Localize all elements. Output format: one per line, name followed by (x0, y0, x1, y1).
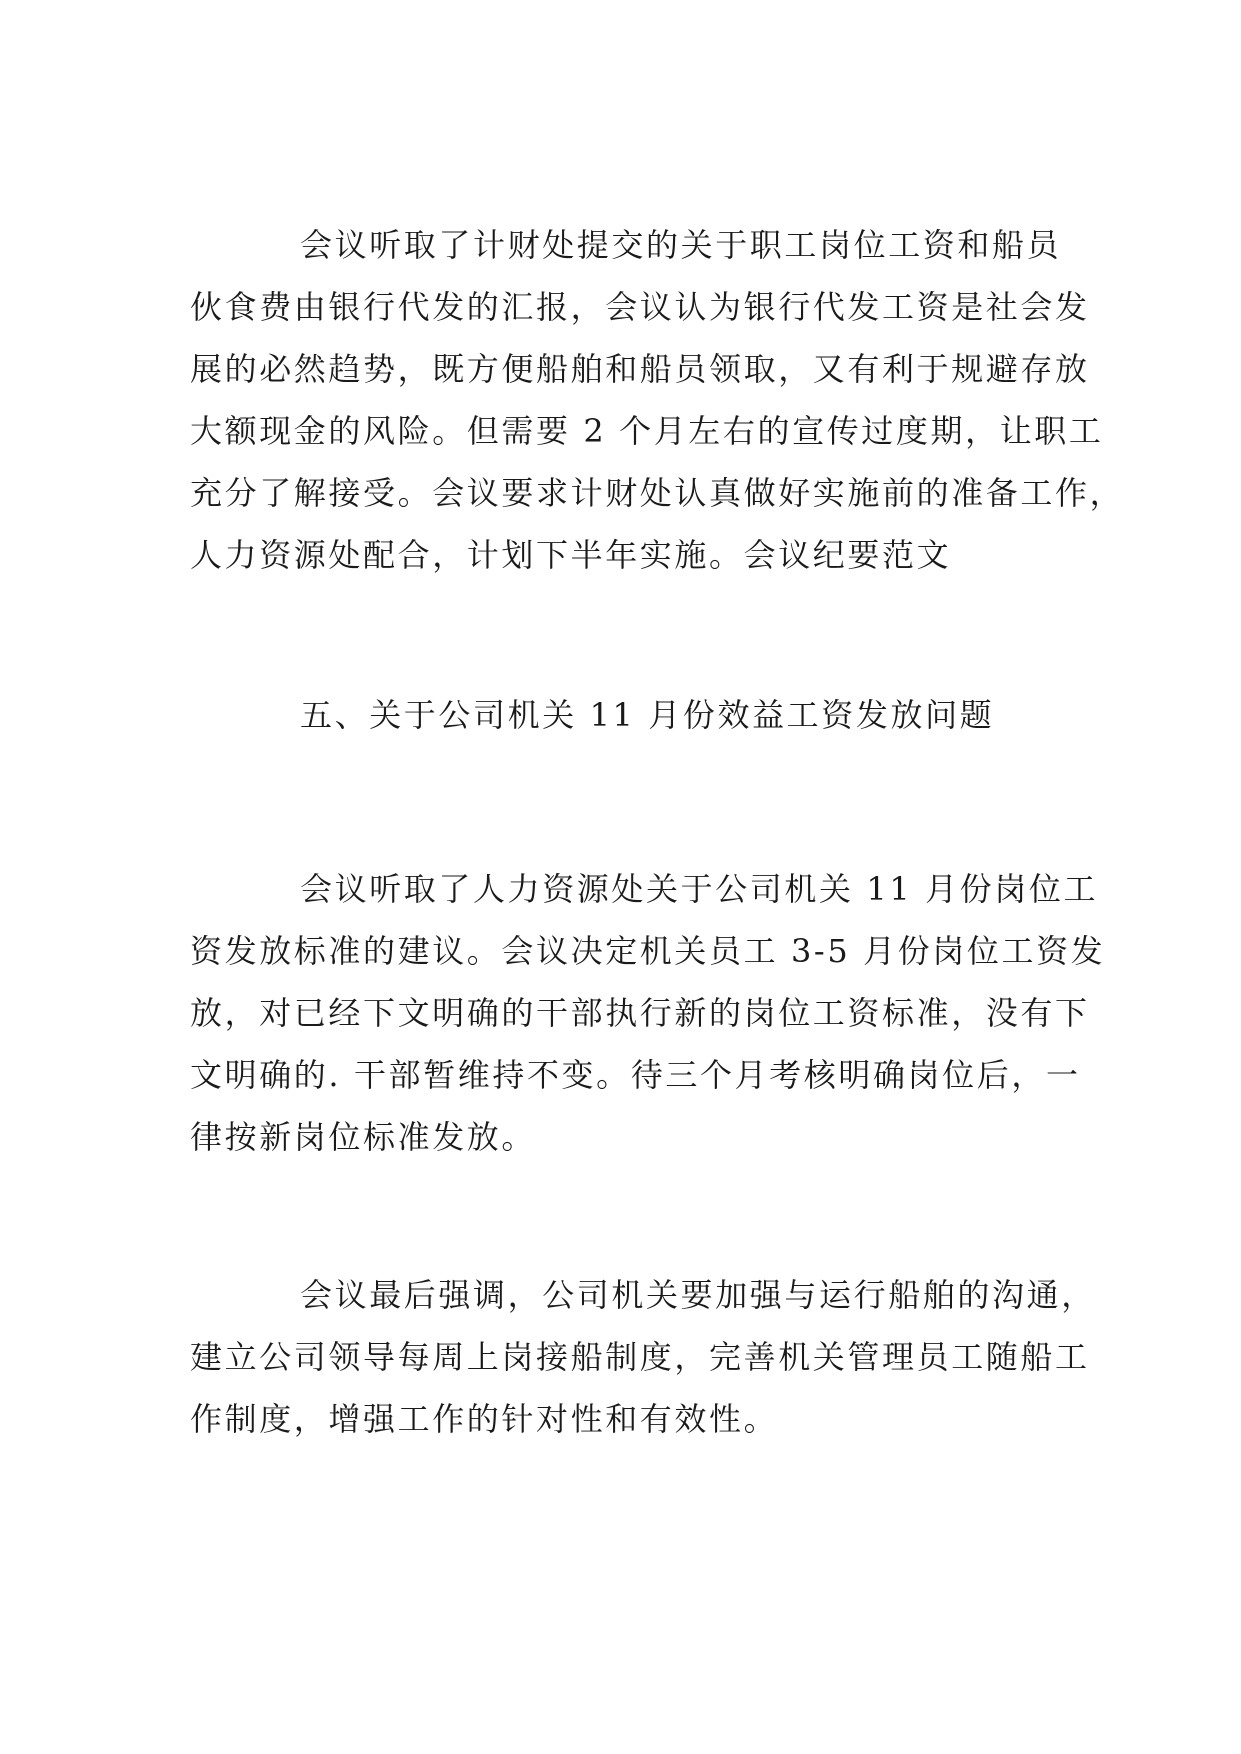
paragraph-line: 大额现金的风险。但需要 2 个月左右的宣传过度期，让职工 (190, 412, 1104, 450)
paragraph-line: 人力资源处配合，计划下半年实施。会议纪要范文 (190, 536, 952, 574)
paragraph-line: 充分了解接受。会议要求计财处认真做好实施前的准备工作， (190, 474, 1125, 512)
paragraph-line: 会议最后强调，公司机关要加强与运行船舶的沟通， (300, 1276, 1096, 1314)
section-heading-5 (190, 684, 1060, 746)
paragraph-line: 建立公司领导每周上岗接船制度，完善机关管理员工随船工 (190, 1338, 1090, 1376)
paragraph-line: 放，对已经下文明确的干部执行新的岗位工资标准，没有下 (190, 994, 1090, 1032)
paragraph-bank-payroll (190, 214, 1125, 586)
paragraph-closing-emphasis (190, 1264, 1096, 1450)
paragraph-line: 会议听取了人力资源处关于公司机关 11 月份岗位工 (300, 870, 1099, 908)
section-heading-text: 五、关于公司机关 11 月份效益工资发放问题 (300, 696, 995, 734)
paragraph-line: 展的必然趋势，既方便船舶和船员领取，又有利于规避存放 (190, 350, 1090, 388)
paragraph-line: 律按新岗位标准发放。 (190, 1118, 537, 1156)
paragraph-line: 会议听取了计财处提交的关于职工岗位工资和船员 (300, 226, 1062, 264)
paragraph-line: 作制度，增强工作的针对性和有效性。 (190, 1400, 779, 1438)
paragraph-line: 伙食费由银行代发的汇报，会议认为银行代发工资是社会发 (190, 288, 1090, 326)
paragraph-line: 文明确的. 干部暂维持不变。待三个月考核明确岗位后，一 (190, 1056, 1081, 1094)
paragraph-line: 资发放标准的建议。会议决定机关员工 3-5 月份岗位工资发 (190, 932, 1106, 970)
paragraph-wage-standard (190, 858, 1106, 1168)
